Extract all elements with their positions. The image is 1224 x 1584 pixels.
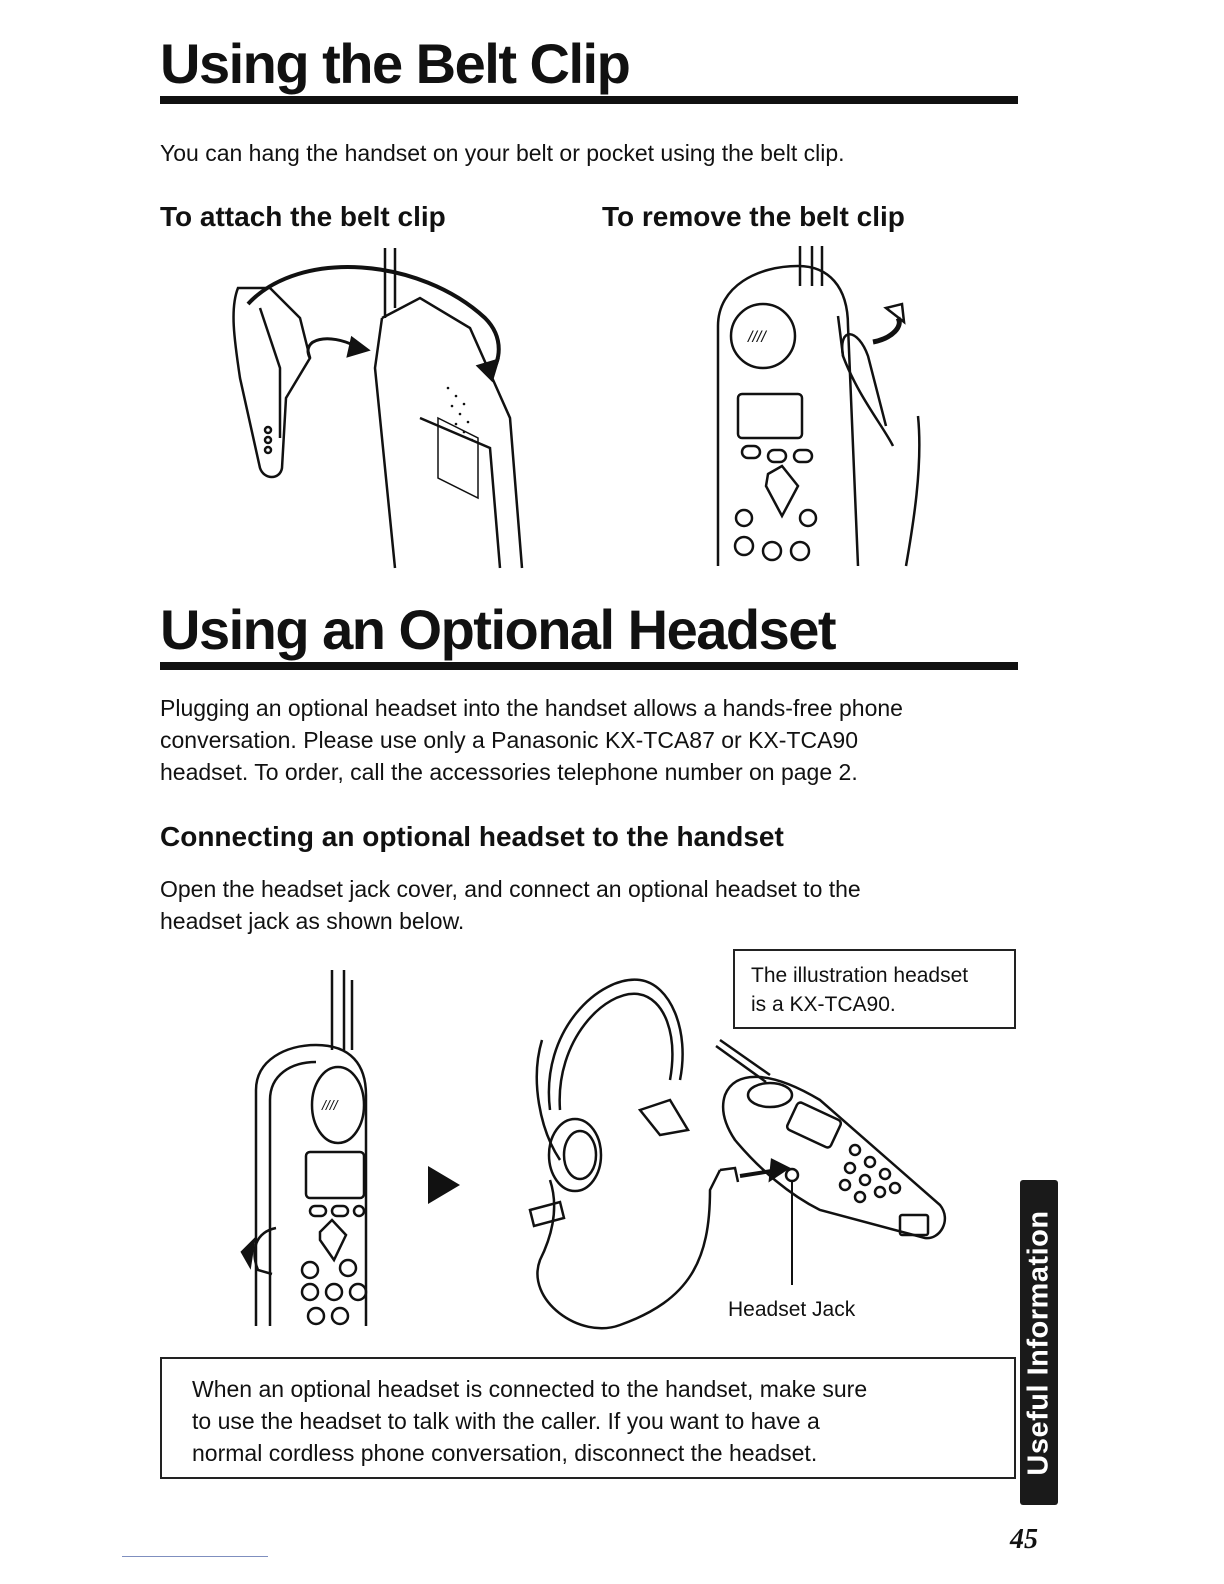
attach-heading: To attach the belt clip <box>160 201 446 232</box>
headset-intro-line: Plugging an optional headset into the handset allows a hands-free phone <box>160 695 903 721</box>
headset-intro <box>160 692 903 788</box>
connect-line: Open the headset jack cover, and connect an optional headset to the <box>160 876 861 902</box>
footer-rule <box>122 1556 268 1557</box>
connect-instructions <box>160 873 861 937</box>
handset-jack-cover-illustration <box>236 970 376 1328</box>
headset-intro-line: headset. To order, call the accessories telephone number on page 2. <box>160 759 858 785</box>
svg-text:////: //// <box>322 1097 338 1113</box>
title-rule <box>160 96 1018 104</box>
headset-intro-line: conversation. Please use only a Panasonic KX-TCA87 or KX-TCA90 <box>160 727 859 753</box>
illustration-note-line: is a KX-TCA90. <box>751 993 896 1016</box>
remove-belt-clip-illustration <box>708 246 948 568</box>
svg-text:////: //// <box>748 329 766 346</box>
remove-heading: To remove the belt clip <box>602 201 905 232</box>
belt-clip-intro: You can hang the handset on your belt or pocket using the belt clip. <box>160 140 845 166</box>
next-step-arrow-icon <box>428 1166 460 1204</box>
connect-heading: Connecting an optional headset to the handset <box>160 821 784 852</box>
headset-jack-label: Headset Jack <box>728 1298 856 1321</box>
attach-belt-clip-illustration <box>220 248 540 570</box>
belt-clip-title: Using the Belt Clip <box>160 32 630 95</box>
headset-title: Using an Optional Headset <box>160 598 836 661</box>
notice-line: normal cordless phone conversation, disconnect the headset. <box>192 1440 818 1466</box>
connect-line: headset jack as shown below. <box>160 908 465 934</box>
notice-line: When an optional headset is connected to the handset, make sure <box>192 1376 868 1402</box>
headset-connection-illustration <box>520 970 960 1340</box>
page-number: 45 <box>1010 1524 1038 1555</box>
title-rule-2 <box>160 662 1018 670</box>
side-tab-label: Useful Information <box>1022 1209 1055 1476</box>
notice-box <box>160 1357 1016 1479</box>
illustration-note-line: The illustration headset <box>751 964 969 987</box>
side-tab <box>1020 1180 1058 1505</box>
notice-line: to use the headset to talk with the caller. If you want to have a <box>192 1408 820 1434</box>
